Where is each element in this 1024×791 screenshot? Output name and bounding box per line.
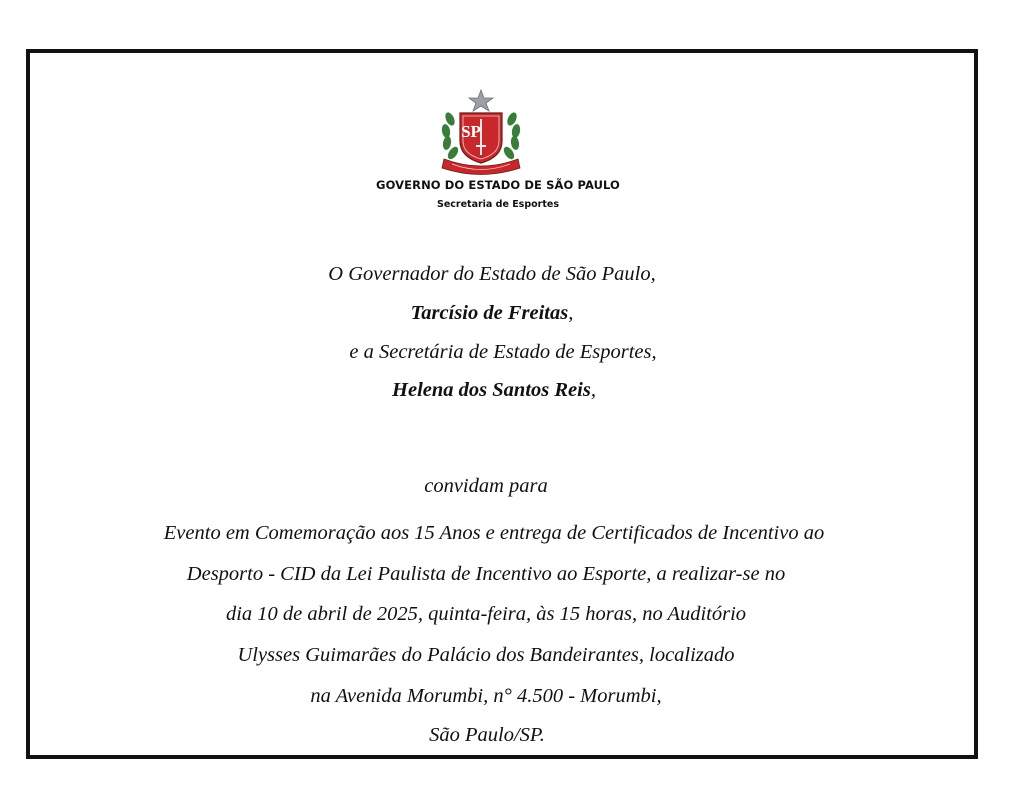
crest-letter-s: SP (461, 122, 481, 141)
governor-name-line (411, 301, 574, 325)
secretary-name-line (392, 378, 596, 402)
organization-name: GOVERNO DO ESTADO DE SÃO PAULO (376, 178, 620, 192)
invitation-line-governor-title: O Governador do Estado de São Paulo, (328, 263, 656, 285)
secretary-name-punctuation: , (590, 379, 596, 401)
invite-phrase: convidam para (424, 475, 548, 497)
secretary-name: Helena dos Santos Reis (392, 379, 591, 401)
governor-name: Tarcísio de Freitas (410, 302, 569, 324)
governor-name-punctuation: , (568, 302, 574, 324)
event-description-line-5: na Avenida Morumbi, n° 4.500 - Morumbi, (310, 685, 662, 707)
event-description-line-4: Ulysses Guimarães do Palácio dos Bandeirantes, localizado (237, 644, 735, 666)
event-description-line-2: Desporto - CID da Lei Paulista de Incentivo ao Esporte, a realizar-se no (186, 563, 786, 585)
event-description-line-6: São Paulo/SP. (429, 724, 545, 746)
department-name: Secretaria de Esportes (436, 199, 559, 210)
event-description-line-1: Evento em Comemoração aos 15 Anos e entrega de Certificados de Incentivo ao (163, 522, 825, 544)
event-description-line-3: dia 10 de abril de 2025, quinta-feira, às 15 horas, no Auditório (225, 603, 747, 625)
invitation-line-secretary-title: e a Secretária de Estado de Esportes, (349, 341, 657, 363)
sao-paulo-coat-of-arms-icon (438, 89, 524, 179)
invitation-card (26, 49, 978, 759)
